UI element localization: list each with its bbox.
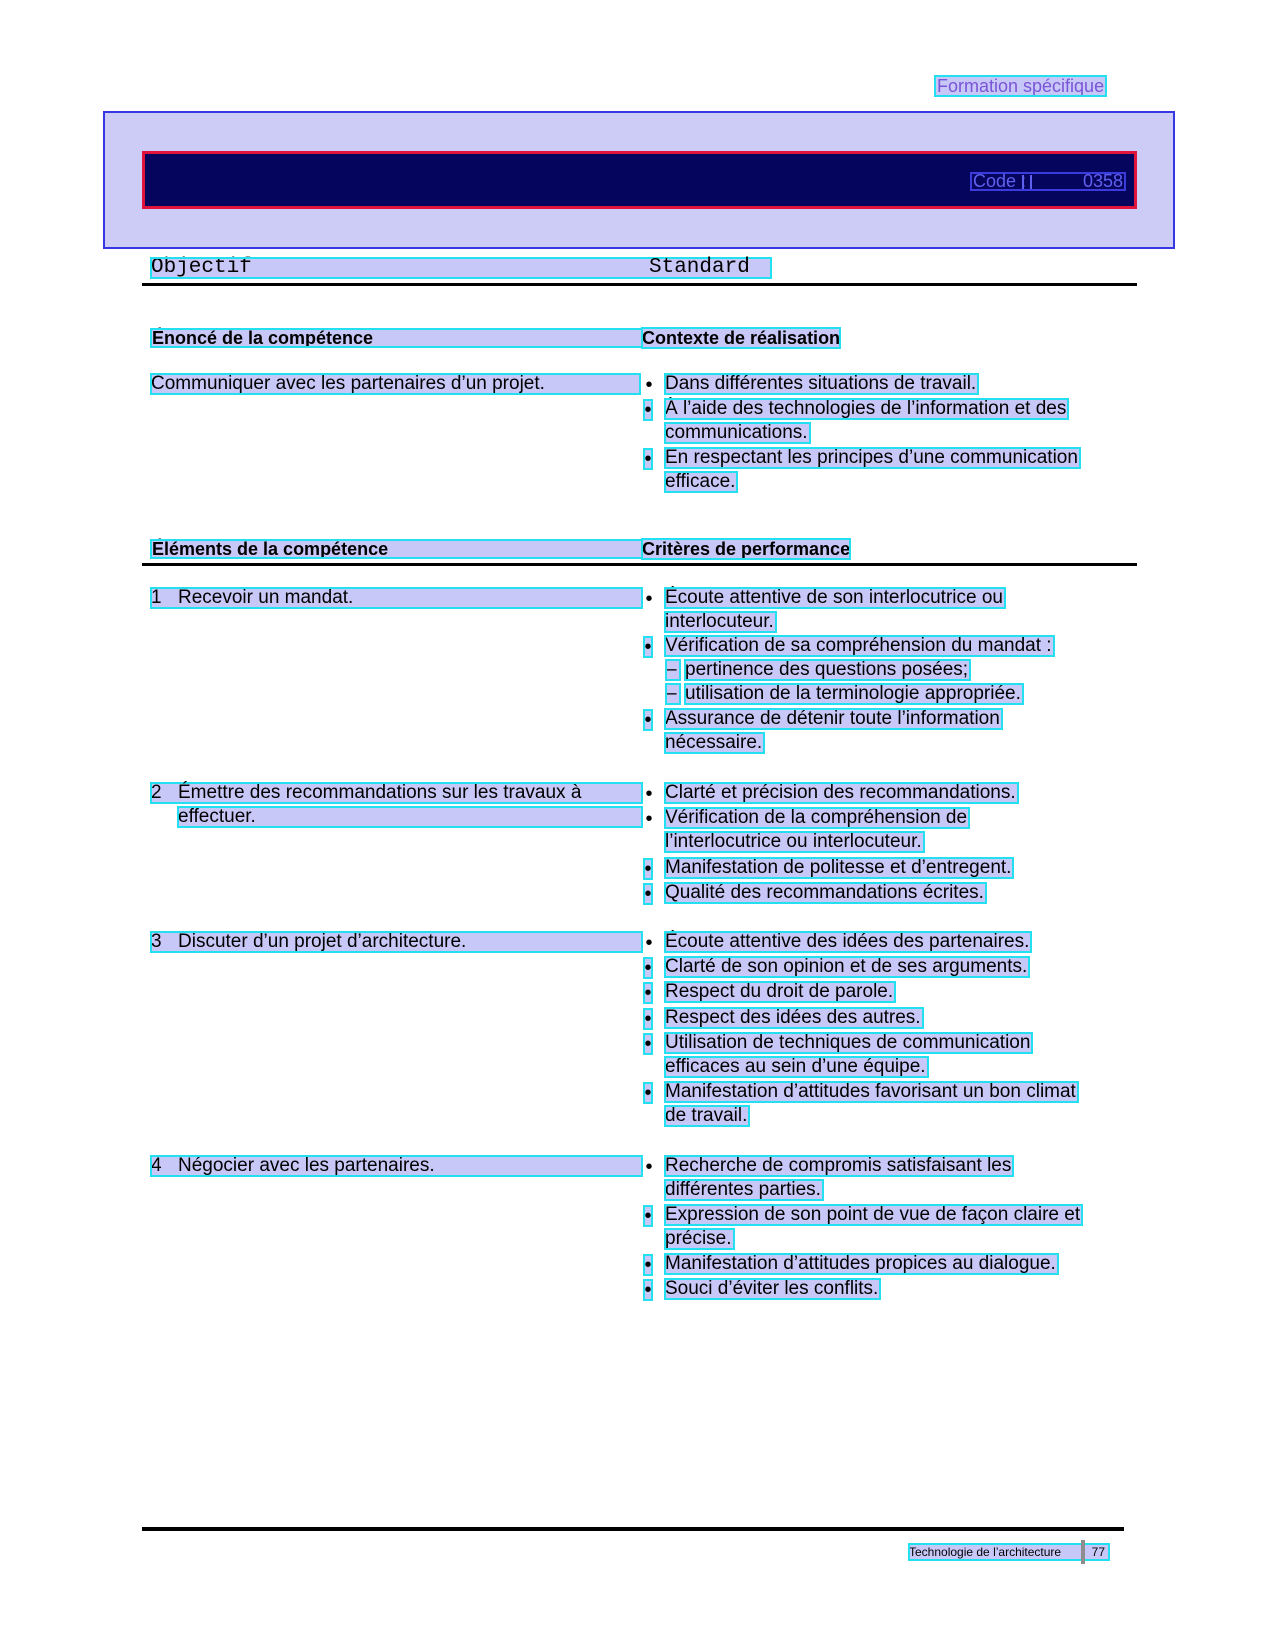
- criterion: Recherche de compromis satisfaisant les: [665, 1155, 1012, 1176]
- dash: –: [666, 684, 680, 704]
- code-label: Code :: [973, 171, 1027, 191]
- bullet: •: [644, 1033, 652, 1055]
- contexte-item: À l’aide des technologies de l’information et des: [665, 398, 1067, 419]
- bullet: •: [644, 709, 652, 731]
- contexte-item-cont: communications.: [665, 422, 808, 443]
- bullet: •: [644, 448, 652, 470]
- element-text: Négocier avec les partenaires.: [178, 1155, 435, 1176]
- enonce-text: Communiquer avec les partenaires d’un projet.: [151, 374, 640, 394]
- criterion: Respect du droit de parole.: [665, 981, 894, 1002]
- element-number: 2: [151, 782, 162, 803]
- criterion: Assurance de détenir toute l’information: [665, 708, 1000, 729]
- enonce-title: Énoncé de la compétence: [151, 329, 776, 347]
- bullet: •: [644, 957, 652, 979]
- criteres-title: Critères de performance: [642, 539, 851, 559]
- header-rule: [142, 283, 1137, 286]
- footer-title: Technologie de l’architecture: [909, 1545, 1062, 1559]
- footer: [909, 1544, 1109, 1560]
- element-text-cont: effectuer.: [178, 807, 642, 827]
- page-number: 77: [1091, 1545, 1105, 1559]
- dash: –: [666, 660, 680, 680]
- bullet: •: [644, 858, 652, 880]
- code-value: 0358: [1082, 171, 1123, 191]
- criterion-cont: l’interlocutrice ou interlocuteur.: [665, 831, 922, 852]
- element-text: Recevoir un mandat.: [178, 587, 354, 608]
- criterion-cont: différentes parties.: [665, 1179, 821, 1200]
- criterion-cont: nécessaire.: [665, 732, 763, 753]
- criterion-sub: utilisation de la terminologie appropriée.: [685, 683, 1021, 704]
- bullet: •: [644, 636, 652, 658]
- element-2: [151, 783, 642, 803]
- column-left-label: Objectif: [151, 256, 252, 279]
- bullet: •: [645, 808, 653, 830]
- column-headers: [151, 258, 771, 278]
- element-number: 4: [151, 1155, 162, 1176]
- bullet: •: [644, 399, 652, 421]
- footer-rule: [142, 1527, 1124, 1531]
- element-text: Discuter d’un projet d’architecture.: [178, 931, 467, 952]
- bullet: •: [644, 1082, 652, 1104]
- code-separator: [1022, 175, 1032, 189]
- criterion: Expression de son point de vue de façon claire et: [665, 1204, 1081, 1225]
- footer-separator: [1081, 1540, 1085, 1564]
- bullet: •: [645, 932, 653, 954]
- bullet: •: [645, 374, 653, 396]
- criterion: Qualité des recommandations écrites.: [665, 882, 984, 903]
- criterion-cont: interlocuteur.: [665, 611, 774, 632]
- bullet: •: [645, 783, 653, 805]
- criterion: Vérification de la compréhension de: [665, 807, 968, 828]
- criterion: Manifestation d’attitudes propices au dialogue.: [665, 1253, 1056, 1274]
- element-1: [151, 588, 642, 608]
- bullet: •: [644, 1254, 652, 1276]
- element-3: [151, 932, 642, 952]
- element-text: Émettre des recommandations sur les travaux à: [178, 782, 582, 803]
- section-rule: [142, 563, 1137, 566]
- criterion: Respect des idées des autres.: [665, 1007, 921, 1028]
- criterion: Clarté de son opinion et de ses arguments.: [665, 956, 1028, 977]
- element-number: 3: [151, 931, 162, 952]
- contexte-item: En respectant les principes d’une communication: [665, 447, 1078, 468]
- criterion-sub: pertinence des questions posées;: [685, 659, 969, 680]
- bullet: •: [644, 1279, 652, 1301]
- code-field: [970, 172, 1126, 191]
- bullet: •: [645, 1156, 653, 1178]
- bullet: •: [644, 1205, 652, 1227]
- criterion: Écoute attentive de son interlocutrice ou: [665, 587, 1003, 608]
- criterion-cont: de travail.: [665, 1105, 748, 1126]
- criterion: Manifestation d’attitudes favorisant un bon climat: [665, 1081, 1076, 1102]
- bullet: •: [644, 883, 652, 905]
- bullet: •: [645, 588, 653, 610]
- criterion: Souci d’éviter les conflits.: [665, 1278, 879, 1299]
- criterion: Écoute attentive des idées des partenaires.: [665, 931, 1030, 952]
- contexte-item: Dans différentes situations de travail.: [665, 373, 977, 394]
- header-tag: Formation spécifique: [937, 76, 1105, 96]
- criterion: Manifestation de politesse et d’entregent.: [665, 857, 1012, 878]
- contexte-item-cont: efficace.: [665, 471, 736, 492]
- bullet: •: [644, 1008, 652, 1030]
- criterion-cont: précise.: [665, 1228, 732, 1249]
- column-right-label: Standard: [649, 256, 750, 279]
- bullet: •: [644, 982, 652, 1004]
- contexte-title: Contexte de réalisation: [642, 328, 841, 348]
- elements-title: Éléments de la compétence: [151, 540, 776, 558]
- element-number: 1: [151, 587, 162, 608]
- criterion: Clarté et précision des recommandations.: [665, 782, 1016, 803]
- criterion: Vérification de sa compréhension du mandat :: [665, 635, 1052, 656]
- element-4: [151, 1156, 642, 1176]
- criterion: Utilisation de techniques de communication: [665, 1032, 1031, 1053]
- criterion-cont: efficaces au sein d’une équipe.: [665, 1056, 926, 1077]
